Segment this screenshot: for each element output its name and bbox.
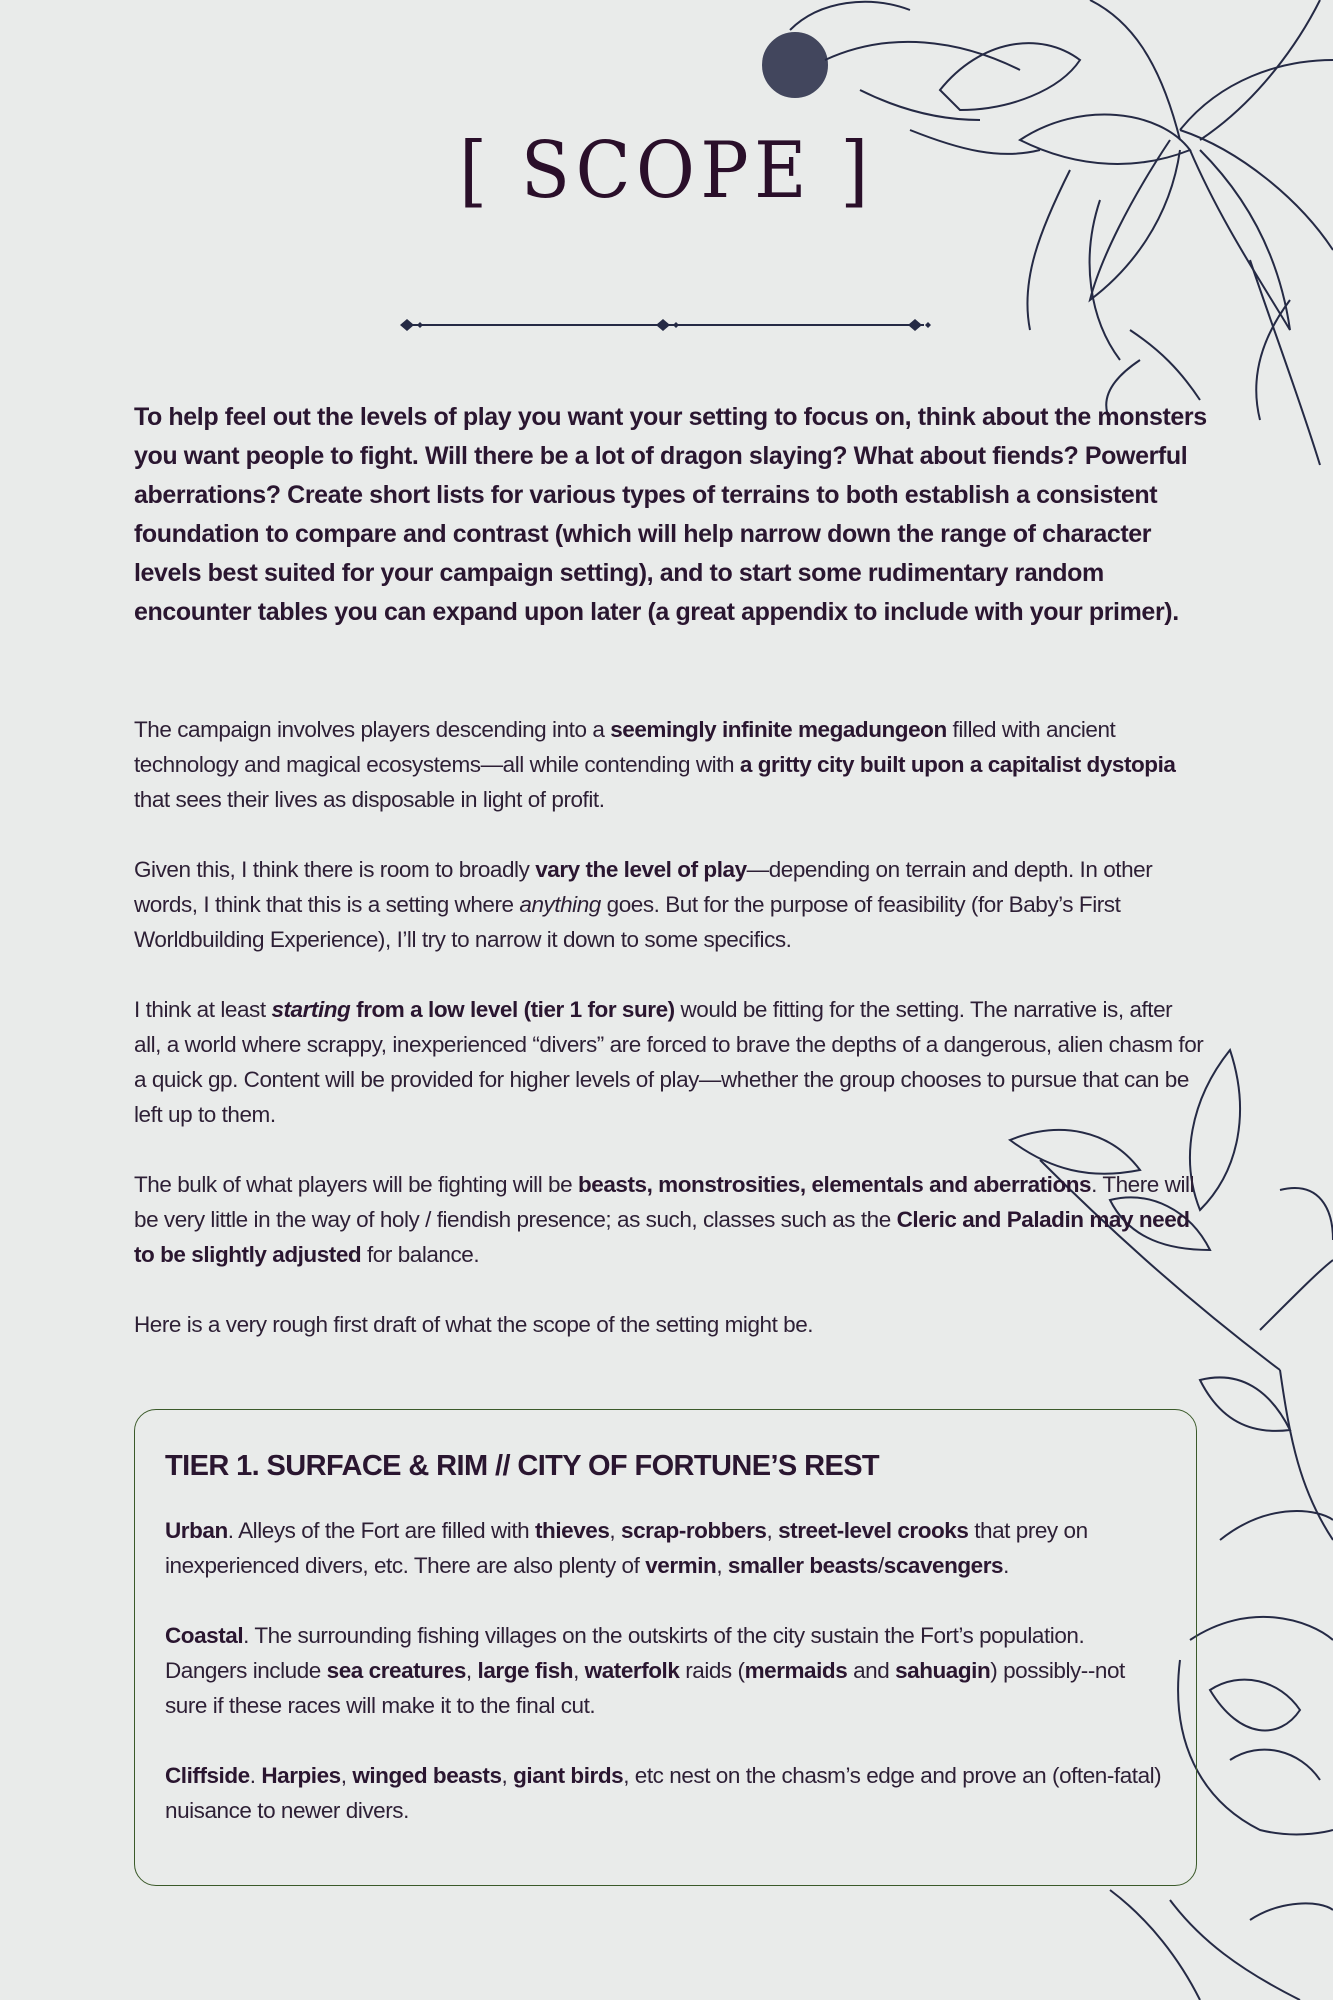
tier-1-box [134,1409,1197,1886]
bold-text: seemingly infinite megadungeon [610,717,947,742]
bold-text: a gritty city built upon a capitalist dystopia [739,752,1176,777]
text-segment: The campaign involves players descending into a [134,717,611,742]
ornamental-divider [398,315,934,335]
text-segment: , [609,1518,622,1543]
body-text [134,712,1204,1377]
text-segment: , [340,1763,353,1788]
text-segment: . [1003,1553,1009,1578]
paragraph [134,1307,1204,1342]
bold-text: Urban [165,1518,228,1543]
text-segment: that prey on inexperienced divers, etc. There are also plenty of [165,1518,1088,1578]
text-segment: , [716,1553,728,1578]
paragraph [134,852,1204,957]
paragraph [165,1618,1166,1723]
bold-text: thieves [535,1518,610,1543]
text-segment: . [249,1763,262,1788]
bold-text: giant birds [513,1763,624,1788]
bold-text: Cliffside [165,1763,250,1788]
bold-text: starting [271,997,351,1022]
bold-text: Harpies [261,1763,341,1788]
bold-text: vermin [645,1553,717,1578]
text-segment: , [501,1763,514,1788]
bold-text: Cleric and Paladin may need to be slightly adjusted [134,1207,1190,1267]
bold-text: sea creatures [326,1658,466,1683]
text-segment: raids ( [679,1658,745,1683]
text-segment: . Alleys of the Fort are filled with [227,1518,536,1543]
bold-text: waterfolk [584,1658,680,1683]
text-segment: filled with ancient technology and magical ecosystems—all while contending with [134,717,1116,777]
bold-text: street-level crooks [778,1518,969,1543]
bold-text: mermaids [744,1658,848,1683]
bold-text: large fish [477,1658,574,1683]
paragraph [165,1513,1166,1583]
text-segment: / [877,1553,884,1578]
text-segment: The bulk of what players will be fighting will be [134,1172,578,1197]
bold-text: winged beasts [352,1763,502,1788]
paragraph [134,1167,1204,1272]
text-segment: that sees their lives as disposable in light of profit. [134,787,605,812]
text-segment: I think at least [134,997,272,1022]
text-segment: anything [519,892,601,917]
text-segment: , etc nest on the chasm’s edge and prove an (often-fatal) nuisance to newer divers. [165,1763,1162,1823]
text-segment: —depending on terrain and depth. In other words, I think that this is a setting where [134,857,1153,917]
text-segment: . The surrounding fishing villages on the outskirts of the city sustain the Fort’s population. Dangers include [165,1623,1085,1683]
text-segment: ) possibly--not sure if these races will make it to the final cut. [165,1658,1125,1718]
text-segment: , [766,1518,779,1543]
tier-body [165,1513,1166,1828]
bold-text: vary the level of play [535,857,747,882]
bold-text: Coastal [165,1623,244,1648]
text-segment: goes. But for the purpose of feasibility (for Baby’s First Worldbuilding Experience), I’ll try to narrow it down to some specifics. [134,892,1121,952]
bold-text: scrap-robbers [621,1518,767,1543]
text-segment: , [465,1658,478,1683]
text-segment: , [573,1658,585,1683]
paragraph [134,712,1204,817]
text-segment: and [847,1658,896,1683]
text-segment: Here is a very rough first draft of what the scope of the setting might be. [134,1312,814,1337]
page-title: [ SCOPE ] [459,126,874,216]
text-segment: would be fitting for the setting. The narrative is, after all, a world where scrappy, inexperienced “divers” are forced to brave the depths of a dangerous, alien chasm for a quick gp. Content will be provided for higher levels of play—whether the group chooses to pursue that can be left up to them. [134,997,1204,1127]
text-segment: Given this, I think there is room to broadly [134,857,536,882]
bold-text: beasts, monstrosities, elementals and aberrations [577,1172,1092,1197]
intro-paragraph: To help feel out the levels of play you want your setting to focus on, think about the monsters you want people to fight. Will there be a lot of dragon slaying? What about fiends? Powerful aberrations? Create short lists for various types of terrains to both establish a consistent foundation to compare and contrast (which will help narrow down the range of character levels best suited for your campaign setting), and to start some rudimentary random encounter tables you can expand upon later (a great appendix to include with your primer). [134,403,1207,626]
text-segment: . There will be very little in the way of holy / fiendish presence; as such, classes such as the [134,1172,1195,1232]
tier-heading: TIER 1. SURFACE & RIM // CITY OF FORTUNE’S REST [165,1450,880,1482]
bold-text: from a low level (tier 1 for sure) [350,997,675,1022]
bold-text: sahuagin [895,1658,991,1683]
text-segment: for balance. [361,1242,480,1267]
paragraph [134,992,1204,1132]
paragraph [165,1758,1166,1828]
bold-text: scavengers [883,1553,1004,1578]
bold-text: smaller beasts [727,1553,878,1578]
